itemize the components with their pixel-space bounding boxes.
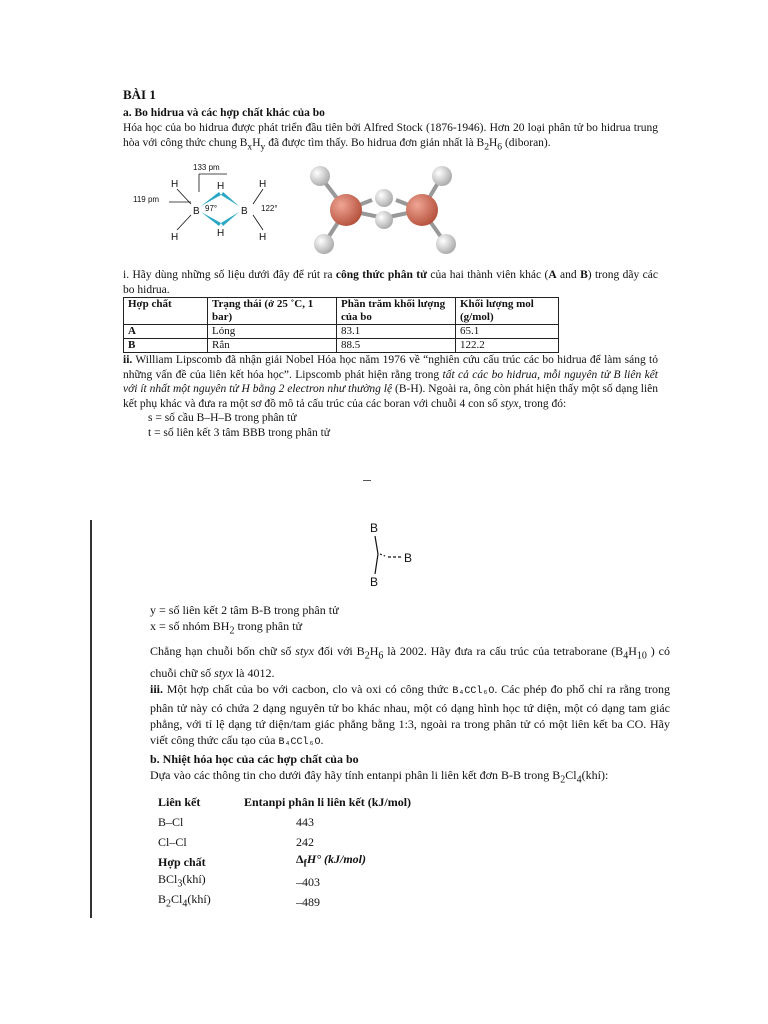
table-cell: Lỏng xyxy=(208,325,337,339)
table-row: Cl–Cl 242 xyxy=(158,835,314,850)
table-header-row xyxy=(124,298,559,325)
table-row: B–Cl 443 xyxy=(158,815,314,830)
hydrogen-atom xyxy=(314,234,334,254)
table-cell: 122.2 xyxy=(456,339,559,353)
boron-atom xyxy=(406,194,438,226)
table-row xyxy=(124,325,559,339)
atom-b: B xyxy=(241,206,248,218)
section-b-heading: b. Nhiệt hóa học của các hợp chất của bo xyxy=(150,751,359,766)
table-cell: 83.1 xyxy=(337,325,456,339)
atom-b: B xyxy=(370,575,379,589)
definition-s: s = số cầu B–H–B trong phân tử xyxy=(148,412,297,425)
atom-b: B xyxy=(404,551,413,565)
definition-t: t = số liên kết 3 tâm BBB trong phân tử xyxy=(148,426,331,439)
hydrogen-atom xyxy=(375,189,393,207)
question-i: i. Hãy dùng những số liệu dưới đây để rút ra công thức phân tử của hai thành viên khác (A and B) trong dãy các bo hidrua. xyxy=(123,269,658,296)
label-angle-97: 97° xyxy=(205,204,218,214)
table-row: BCl$_3$(khí) –403 xyxy=(158,872,320,890)
compound-header-row: Hợp chất $\Delta_fH^\circ$ (kJ/mol) xyxy=(158,852,367,870)
atom-h: H xyxy=(217,228,225,240)
exercise-title: BÀI 1 xyxy=(123,87,156,102)
table-cell: 88.5 xyxy=(337,339,456,353)
page-2 xyxy=(90,520,670,918)
definition-y: y = số liên kết 2 tâm B-B trong phân tử xyxy=(150,603,339,617)
table-cell: 65.1 xyxy=(456,325,559,339)
col-header: Hợp chất xyxy=(124,298,208,325)
label-133pm: 133 pm xyxy=(193,163,220,173)
page-separator-mark xyxy=(363,480,371,481)
three-center-bbb-bond-diagram xyxy=(360,520,430,590)
col-header: Khối lượng mol (g/mol) xyxy=(456,298,559,325)
label-119pm: 119 pm xyxy=(133,195,160,205)
table-cell: A xyxy=(124,325,208,339)
section-a-heading: a. Bo hidrua và các hợp chất khác của bo xyxy=(123,106,325,119)
diborane-ball-and-stick-model xyxy=(304,162,464,258)
table-cell: B xyxy=(124,339,208,353)
hydrogen-atom xyxy=(436,234,456,254)
diborane-structure-diagram xyxy=(133,162,293,258)
page-1 xyxy=(118,88,658,440)
thermochemistry-data xyxy=(158,792,670,912)
atom-b: B xyxy=(370,521,379,535)
definition-x: x = số nhóm $BH_2$ trong phân tử xyxy=(150,619,302,637)
atom-h: H xyxy=(259,179,267,191)
table-row: $B_2Cl_4(khí)$ –489 xyxy=(158,892,320,910)
table-cell: Rắn xyxy=(208,339,337,353)
question-iii: iii. Một hợp chất của bo với cacbon, clo và oxi có công thức B₄CCl₆O. Các phép đo phổ chỉ ra rằng trong phân tử này có chứa 2 dạng nguyên tử bo khác nhau, một có dạng hình học tứ diện, một có dạng tam giác phẳng, với tỉ lệ dạng tứ diện/tam giác phẳng bằng 1:3, ngoài ra trong phân tử có một liên kết ba CO. Hãy viết công thức cấu tạo của B₄CCl₆O. xyxy=(150,681,670,748)
atom-h: H xyxy=(171,232,179,244)
diborane-figures xyxy=(118,162,658,258)
table-row xyxy=(124,339,559,353)
page-margin-line xyxy=(90,520,92,918)
label-angle-122: 122° xyxy=(261,204,278,214)
hydrogen-atom xyxy=(432,166,452,186)
intro-paragraph: Hóa học của bo hidrua được phát triển đầu tiên bởi Alfred Stock (1876-1946). Hơn 20 loại phân tử bo hidrua trung hòa với công thức chung $B_xH_y$ đã được tìm thấy. Bo hidrua đơn giản nhất là $B_2H_6$ (diboran). xyxy=(123,122,658,152)
borohydride-data-table xyxy=(123,297,559,353)
col-header: Phần trăm khối lượng của bo xyxy=(337,298,456,325)
hydrogen-atom xyxy=(375,211,393,229)
atom-b: B xyxy=(193,206,200,218)
atom-h: H xyxy=(171,179,179,191)
hydrogen-atom xyxy=(310,166,330,186)
atom-h: H xyxy=(259,232,267,244)
bond-header-row: Liên kết Entanpi phân li liên kết (kJ/mol) xyxy=(158,795,412,810)
question-ii: ii. William Lipscomb đã nhận giải Nobel Hóa học năm 1976 về “nghiên cứu cấu trúc các bo hidrua để làm sáng tỏ những vấn đề của liên kết hóa học”. Lipscomb phát hiện rằng trong tất cả các bo hidrua, mỗi nguyên tử B liên kết với ít nhất một nguyên tử H bằng 2 electron như thường lệ (B-H). Ngoài ra, ông còn phát hiện thấy một số dạng liên kết phụ khác và đưa ra một sơ đồ mô tả cấu trúc của các boran với chuỗi 4 con số styx, trong đó: xyxy=(123,354,658,410)
section-b-intro: Dựa vào các thông tin cho dưới đây hãy tính entanpi phân li liên kết đơn B-B trong $B_2Cl_4(khí)$: xyxy=(150,767,609,786)
tetraborane-example: Chẳng hạn chuỗi bốn chữ số styx đối với $B_2H_6$ là 2002. Hãy đưa ra cấu trúc của tetraborane ($B_4H_{10}$ ) có chuỗi chữ số styx là 4012. xyxy=(150,644,670,680)
page-2-content xyxy=(150,602,670,912)
atom-h: H xyxy=(217,181,225,193)
col-header: Trạng thái (ở 25 ˚C, 1 bar) xyxy=(208,298,337,325)
boron-atom xyxy=(330,194,362,226)
